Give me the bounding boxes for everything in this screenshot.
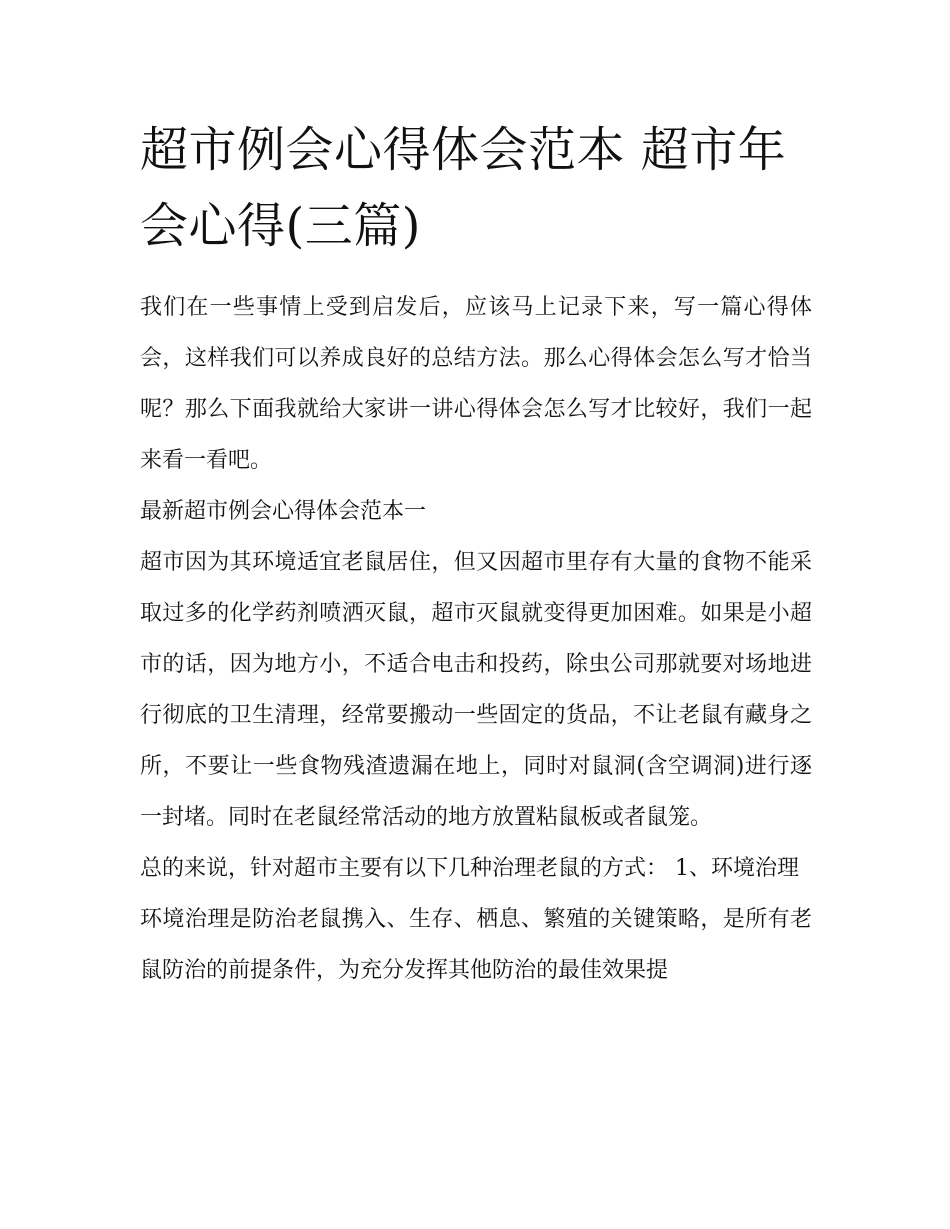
- body-paragraph: 超市因为其环境适宜老鼠居住，但又因超市里存有大量的食物不能采取过多的化学药剂喷洒灭鼠，超市灭鼠就变得更加困难。如果是小超市的话，因为地方小，不适合电击和投药，除虫公司那就要对场地进行彻底的卫生清理，经常要搬动一些固定的货品，不让老鼠有藏身之所，不要让一些食物残渣遗漏在地上，同时对鼠洞(含空调洞)进行逐一封堵。同时在老鼠经常活动的地方放置粘鼠板或者鼠笼。: [140, 550, 812, 830]
- section-heading: 最新超市例会心得体会范本一: [140, 499, 427, 524]
- intro-paragraph: 我们在一些事情上受到启发后，应该马上记录下来，写一篇心得体会，这样我们可以养成良好的总结方法。那么心得体会怎么写才恰当呢？那么下面我就给大家讲一讲心得体会怎么写才比较好，我们一起来看一看吧。: [140, 295, 812, 473]
- document-page: [140, 112, 812, 996]
- body-paragraph: 总的来说，针对超市主要有以下几种治理老鼠的方式： 1、环境治理: [140, 856, 799, 881]
- body-paragraph: 环境治理是防治老鼠携入、生存、栖息、繁殖的关键策略，是所有老鼠防治的前提条件，为充分发挥其他防治的最佳效果提: [140, 907, 812, 983]
- document-title: 超市例会心得体会范本 超市年会心得(三篇): [140, 122, 787, 254]
